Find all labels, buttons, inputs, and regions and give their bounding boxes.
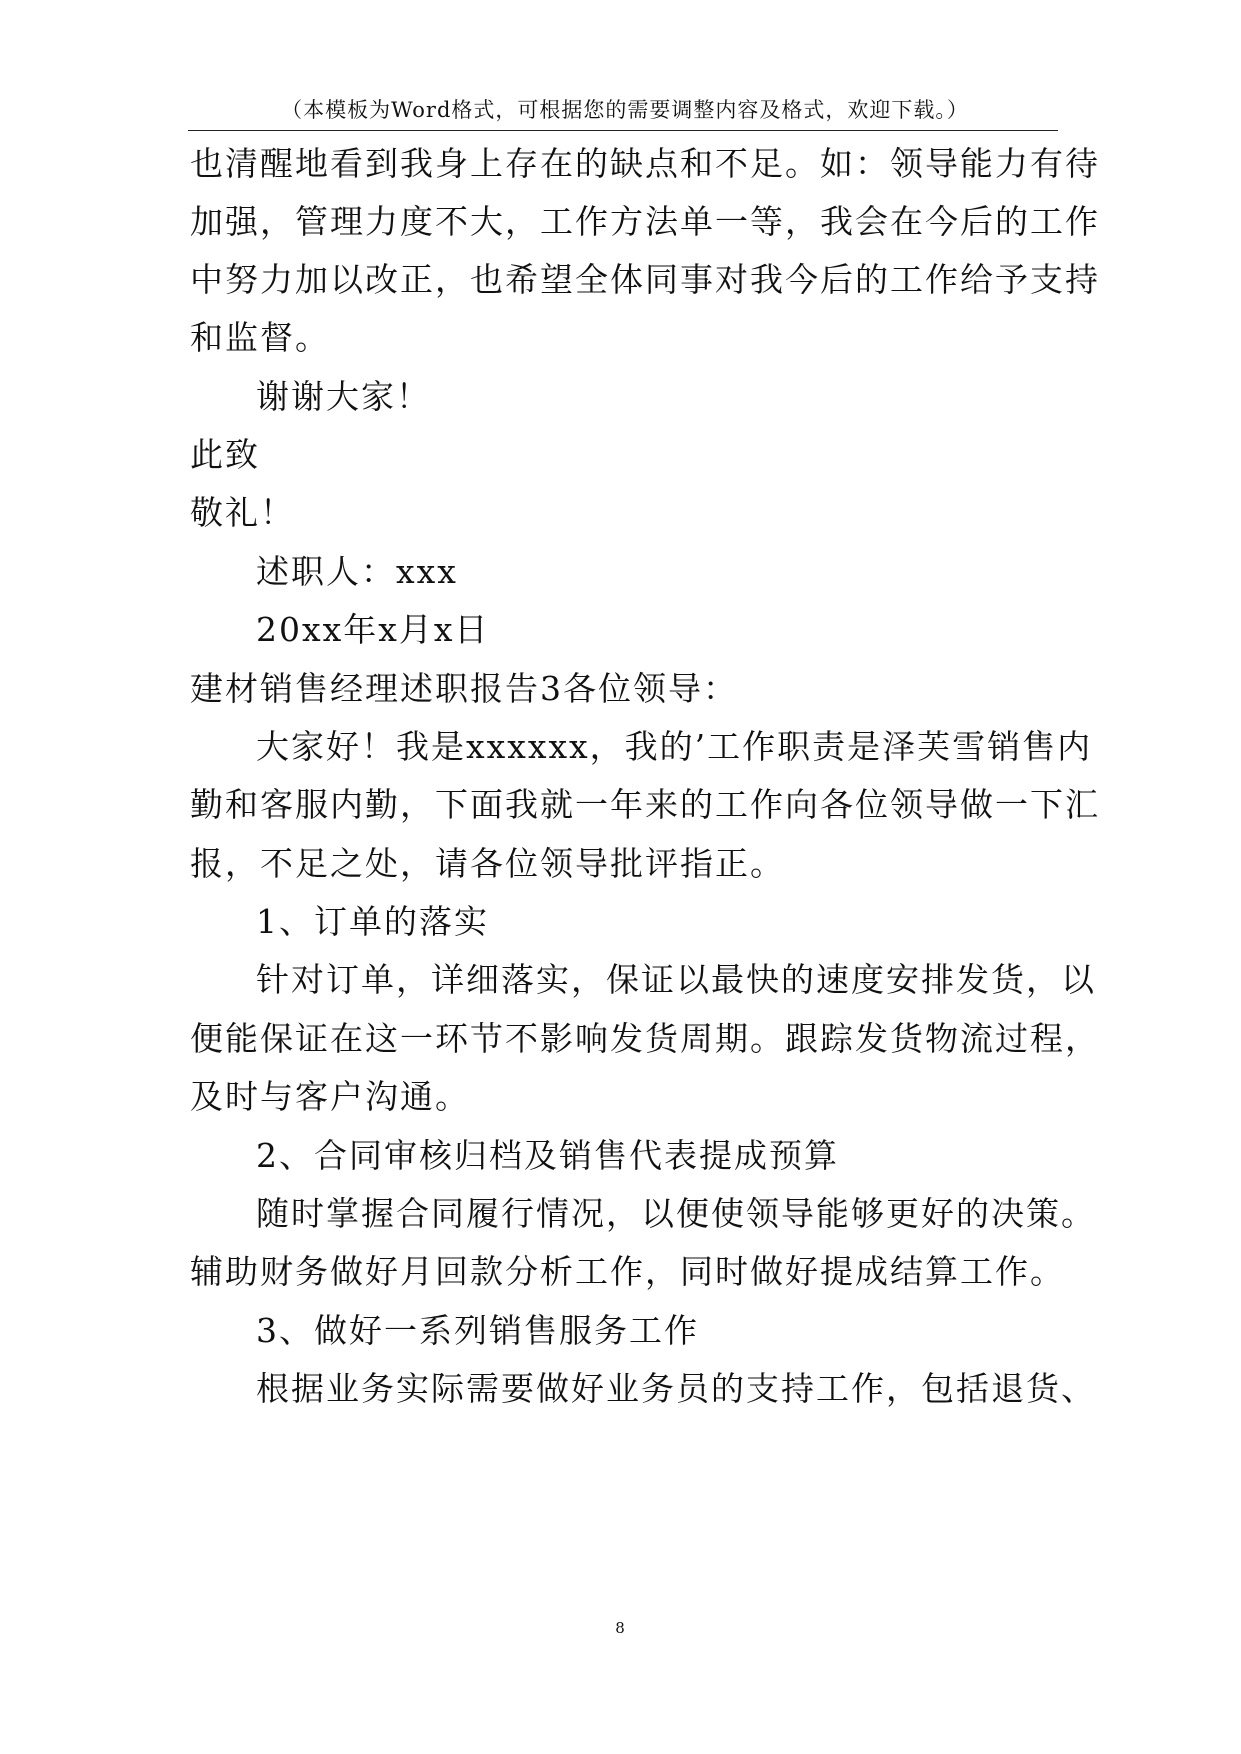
body-line: 中努力加以改正，也希望全体同事对我今后的工作给予支持 [190, 260, 1100, 299]
body-line: 及时与客户沟通。 [190, 1077, 470, 1116]
body-line: 也清醒地看到我身上存在的缺点和不足。如：领导能力有待 [190, 144, 1100, 183]
body-line: 随时掌握合同履行情况，以便使领导能够更好的决策。 [256, 1194, 1096, 1233]
body-line: 大家好！我是xxxxxx，我的’工作职责是泽芙雪销售内 [256, 727, 1093, 766]
body-line: 加强，管理力度不大，工作方法单一等，我会在今后的工作 [190, 202, 1100, 241]
body-line: 针对订单，详细落实，保证以最快的速度安排发货，以 [256, 960, 1096, 999]
section-heading: 2、合同审核归档及销售代表提成预算 [256, 1136, 839, 1175]
signature-date: 20xx年x月x日 [256, 610, 490, 649]
header-note: （本模板为Word格式，可根据您的需要调整内容及格式，欢迎下载。） [281, 98, 969, 122]
salutation-line: 敬礼！ [190, 493, 295, 532]
closing-line: 此致 [190, 435, 260, 474]
section-heading: 3、做好一系列销售服务工作 [256, 1311, 699, 1350]
signature-name: 述职人：xxx [256, 552, 458, 591]
section-heading: 1、订单的落实 [256, 902, 489, 941]
body-line: 报，不足之处，请各位领导批评指正。 [190, 844, 785, 883]
body-line: 勤和客服内勤，下面我就一年来的工作向各位领导做一下汇 [190, 785, 1100, 824]
body-line: 和监督。 [190, 318, 330, 357]
body-line: 辅助财务做好月回款分析工作，同时做好提成结算工作。 [190, 1252, 1065, 1291]
body-line: 便能保证在这一环节不影响发货周期。跟踪发货物流过程， [190, 1019, 1100, 1058]
body-line: 根据业务实际需要做好业务员的支持工作，包括退货、 [256, 1369, 1096, 1408]
thanks-line: 谢谢大家！ [256, 377, 431, 416]
header-divider [188, 130, 1058, 131]
report-title-line: 建材销售经理述职报告3各位领导： [190, 669, 738, 708]
page-number: 8 [615, 1619, 625, 1637]
